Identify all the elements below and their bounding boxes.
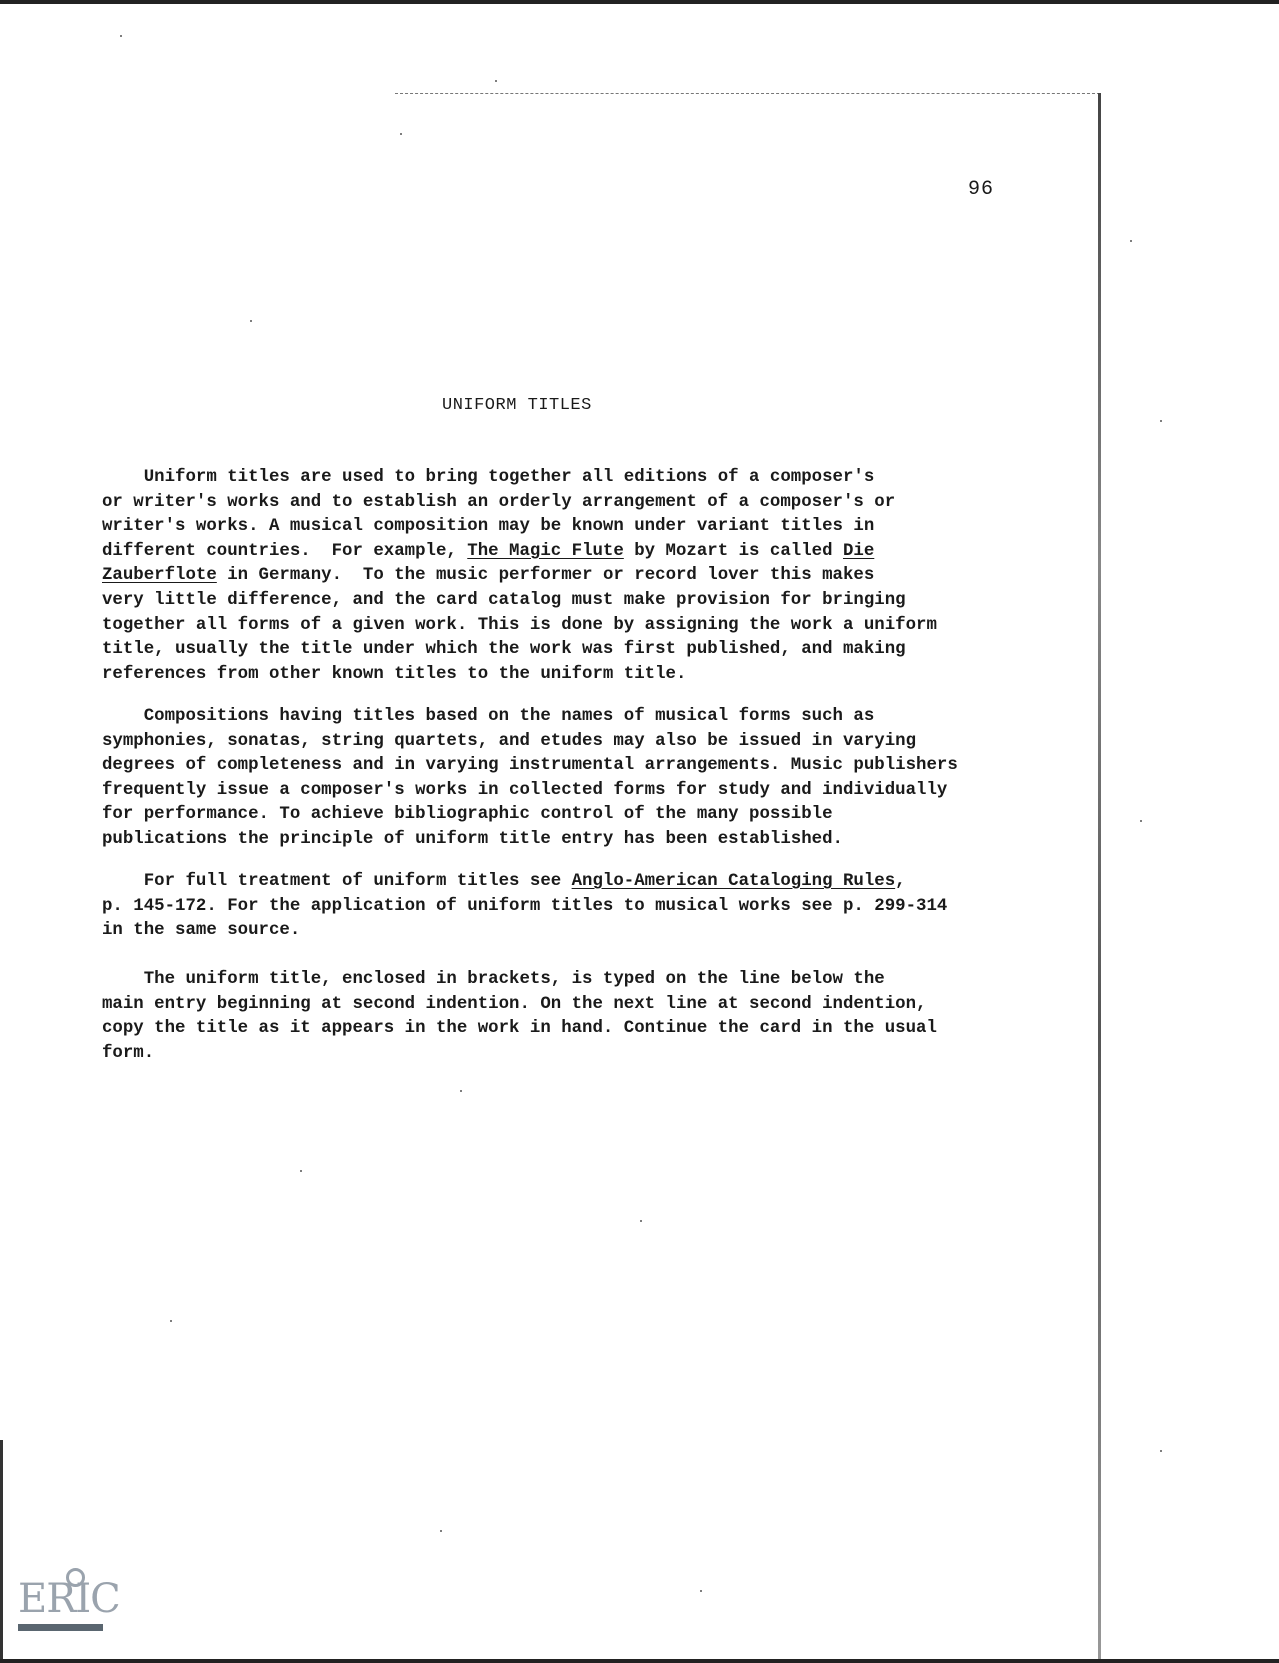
- line-text: in Germany. To the music performer or record lover this makes: [216, 566, 875, 586]
- line-text: different countries. For example,: [102, 541, 468, 561]
- scan-speck: [120, 35, 122, 37]
- title-zauberflote: Zauberflote: [102, 566, 217, 586]
- line-text: For full treatment of uniform titles see: [102, 872, 572, 891]
- paragraph-line: together all forms of a given work. This is done by assigning the work a uniform: [102, 615, 937, 635]
- scan-speck: [495, 80, 497, 82]
- paragraph-line: copy the title as it appears in the work in hand. Continue the card in the usual: [102, 1019, 937, 1039]
- scan-top-edge: [0, 0, 1279, 4]
- paragraph-line: [102, 870, 1062, 895]
- line-text: by Mozart is called: [623, 541, 843, 561]
- paragraph-line: in the same source.: [102, 921, 301, 941]
- title-aacr: Anglo-American Cataloging Rules: [571, 872, 896, 891]
- paragraph-line: very little difference, and the card catalog must make provision for bringing: [102, 590, 906, 610]
- paragraph-line: p. 145-172. For the application of uniform titles to musical works see p. 299-314: [102, 896, 948, 916]
- scan-speck: [640, 1220, 642, 1222]
- paragraph-line: main entry beginning at second indention. On the next line at second indention,: [102, 994, 927, 1014]
- paragraph-1: [102, 466, 1062, 687]
- eric-logo: [18, 1568, 120, 1636]
- scan-top-rule: [395, 93, 1100, 95]
- paragraph-line: frequently issue a composer's works in collected forms for study and individually: [102, 780, 948, 800]
- scan-speck: [400, 133, 402, 135]
- scan-speck: [250, 320, 252, 322]
- paragraph-line: degrees of completeness and in varying instrumental arrangements. Music publishers: [102, 756, 958, 776]
- scan-right-edge: [1098, 93, 1101, 1663]
- paragraph-line: [102, 540, 1062, 565]
- scan-speck: [1160, 1450, 1162, 1452]
- page-title: UNIFORM TITLES: [442, 396, 592, 415]
- paragraph-line: form.: [102, 1043, 155, 1063]
- scan-speck: [300, 1170, 302, 1172]
- scan-speck: [1130, 240, 1132, 242]
- eric-logo-bar: [18, 1624, 103, 1631]
- paragraph-line: or writer's works and to establish an orderly arrangement of a composer's or: [102, 492, 896, 512]
- paragraph-line: The uniform title, enclosed in brackets, is typed on the line below the: [102, 970, 885, 989]
- paragraph-line: symphonies, sonatas, string quartets, and etudes may also be issued in varying: [102, 731, 917, 751]
- scan-bottom-edge: [0, 1659, 1279, 1663]
- eric-logo-text: ERIC: [18, 1576, 120, 1622]
- paragraph-line: writer's works. A musical composition may be known under variant titles in: [102, 517, 875, 537]
- scan-left-edge: [0, 1440, 3, 1660]
- paragraph-line: for performance. To achieve bibliographic control of the many possible: [102, 805, 833, 825]
- scan-speck: [1160, 420, 1162, 422]
- scan-speck: [170, 1320, 172, 1322]
- page-number: 96: [968, 178, 995, 201]
- scan-speck: [440, 1530, 442, 1532]
- title-the-magic-flute: The Magic Flute: [467, 541, 624, 561]
- title-die: Die: [842, 541, 875, 561]
- paragraph-line: Uniform titles are used to bring together all editions of a composer's: [102, 468, 875, 487]
- paragraph-2: [102, 705, 1062, 853]
- scan-speck: [460, 1090, 462, 1092]
- paragraph-4: [102, 968, 1062, 1066]
- paragraph-3: [102, 870, 1062, 944]
- paragraph-line: Compositions having titles based on the names of musical forms such as: [102, 707, 875, 726]
- line-text: ,: [895, 872, 906, 891]
- paragraph-line: publications the principle of uniform title entry has been established.: [102, 829, 843, 849]
- paragraph-line: title, usually the title under which the work was first published, and making: [102, 640, 906, 660]
- paragraph-line: [102, 564, 1062, 589]
- paragraph-line: references from other known titles to the uniform title.: [102, 664, 687, 684]
- scan-speck: [1140, 820, 1142, 822]
- scan-speck: [700, 1590, 702, 1592]
